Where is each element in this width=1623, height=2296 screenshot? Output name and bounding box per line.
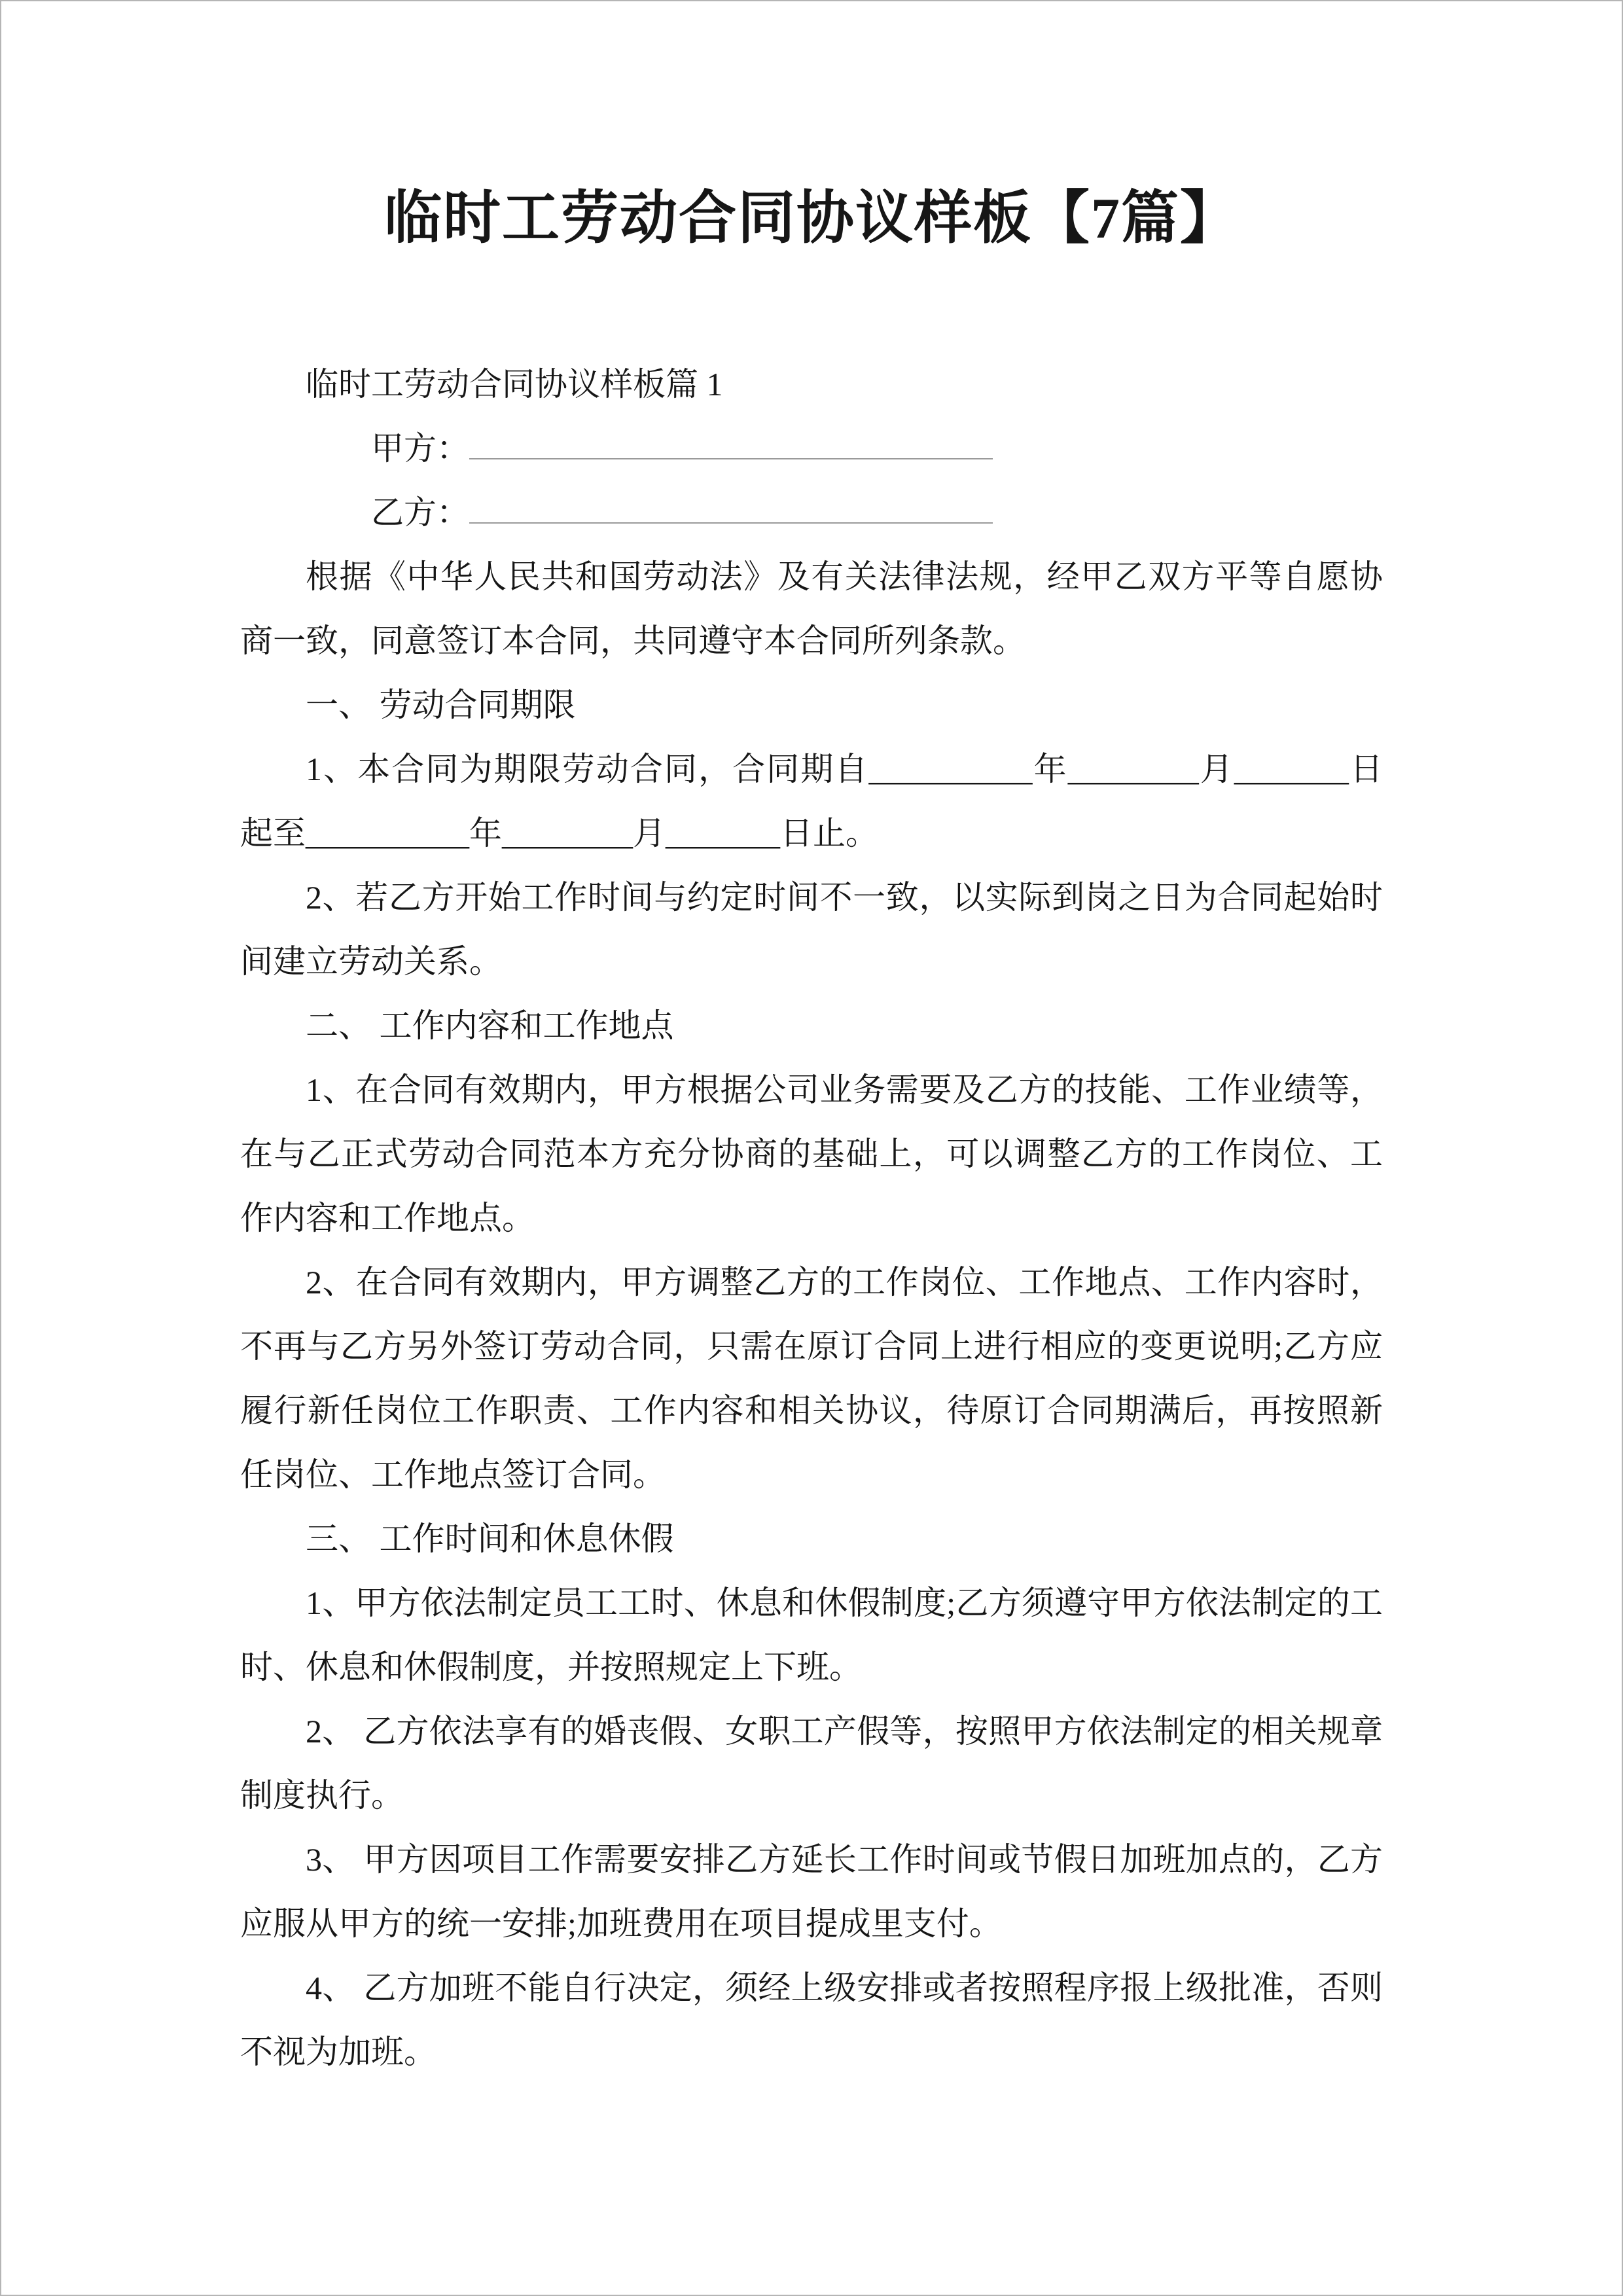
- party-a-label: 甲方：: [371, 429, 469, 467]
- section-3-item-4: 4、 乙方加班不能自行决定，须经上级安排或者按照程序报上级批准，否则不视为加班。: [240, 1969, 1383, 2070]
- section-3-item-3: 3、 甲方因项目工作需要安排乙方延长工作时间或节假日加班加点的，乙方应服从甲方的统一安排;加班费用在项目提成里支付。: [240, 1840, 1383, 1942]
- party-a-row: [240, 416, 1383, 480]
- section-2-item-2: 2、在合同有效期内，甲方调整乙方的工作岗位、工作地点、工作内容时，不再与乙方另外签订劳动合同，只需在原订合同上进行相应的变更说明;乙方应履行新任岗位工作职责、工作内容和相关协议，待原订合同期满后，再按照新任岗位、工作地点签订合同。: [240, 1263, 1383, 1493]
- section-2-heading: 二、 工作内容和工作地点: [306, 1007, 674, 1044]
- section-3-item-2: 2、 乙方依法享有的婚丧假、女职工产假等，按照甲方依法制定的相关规章制度执行。: [240, 1712, 1383, 1814]
- section-3-heading: 三、 工作时间和休息休假: [306, 1520, 674, 1557]
- paragraph-preamble: 根据《中华人民共和国劳动法》及有关法律法规，经甲乙双方平等自愿协商一致，同意签订本合同，共同遵守本合同所列条款。: [240, 558, 1383, 659]
- section-1-heading: 一、 劳动合同期限: [306, 686, 576, 723]
- party-a-blank-line: [469, 423, 993, 459]
- section-2-item-1: 1、在合同有效期内，甲方根据公司业务需要及乙方的技能、工作业绩等，在与乙正式劳动合同范本方充分协商的基础上，可以调整乙方的工作岗位、工作内容和工作地点。: [240, 1071, 1383, 1236]
- party-b-blank-line: [469, 487, 993, 524]
- section-1-item-2: 2、若乙方开始工作时间与约定时间不一致，以实际到岗之日为合同起始时间建立劳动关系。: [240, 878, 1383, 980]
- page-title: 临时工劳动合同协议样板【7篇】: [383, 187, 1239, 251]
- party-b-row: [240, 480, 1383, 545]
- section-1-item-1: 1、本合同为期限劳动合同，合同期自__________年________月_______日起至__________年________月_______日止。: [240, 750, 1383, 852]
- doc-subtitle: 临时工劳动合同协议样板篇 1: [306, 365, 723, 403]
- party-b-label: 乙方：: [371, 493, 469, 531]
- section-3-item-1: 1、甲方依法制定员工工时、休息和休假制度;乙方须遵守甲方依法制定的工时、休息和休假制度，并按照规定上下班。: [240, 1584, 1383, 1685]
